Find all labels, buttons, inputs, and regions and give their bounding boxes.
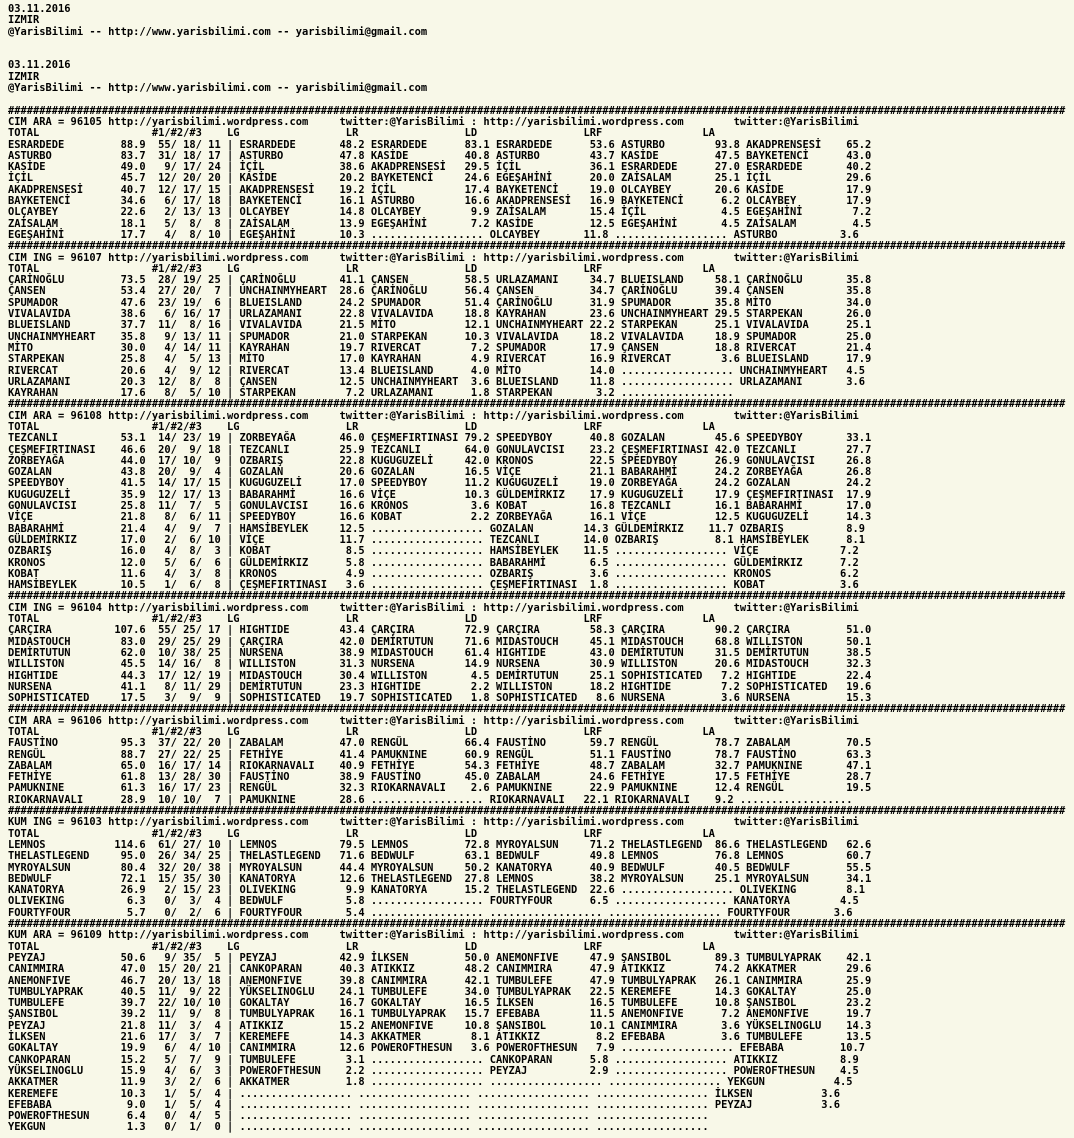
text-line: MIDASTOUCH 83.0 29/ 25/ 29 | ÇARÇIRA 42.0 DEMİRTUTUN 71.6 MIDASTOUCH 45.1 MIDASTOUCH 68.8 WILLISTON 50.1 (8, 635, 872, 648)
text-line: TOTAL #1/#2/#3 LG LR LD LRF LA (8, 827, 715, 840)
text-line: YEKGUN 1.3 0/ 1/ 0 | .................. .................. .................. .................. (8, 1121, 709, 1134)
text-line: SPEEDYBOY 41.5 14/ 17/ 15 | KUGUGUZELİ 17.0 SPEEDYBOY 11.2 KUGUGUZELİ 19.0 ZORBEYAĞA 24.2 GOZALAN 24.2 (8, 477, 872, 490)
text-line: BABARAHMİ 21.4 4/ 9/ 7 | HAMSİBEYLEK 12.5 .................. GOZALAN 14.3 GÜLDEMİRKIZ 11.7 OZBARIŞ 8.9 (8, 522, 866, 535)
text-line: GONULAVCISI 25.8 11/ 7/ 5 | GONULAVCISI 16.6 KRONOS 3.6 KOBAT 16.8 TEZCANLI 16.1 BABARAHMİ 17.0 (8, 500, 872, 513)
text-line: VIVALAVIDA 38.6 6/ 16/ 17 | URLAZAMANI 22.8 VIVALAVIDA 18.8 KAYRAHAN 23.6 UNCHAINMYHEART 29.5 STARPEKAN 26.0 (8, 308, 872, 321)
text-line: CIM ING = 96107 http://yarisbilimi.wordpress.com twitter:@YarisBilimi : http://yarisbilimi.wordpress.com twitter:@YarisBilimi (8, 251, 859, 264)
text-line: SPUMADOR 47.6 23/ 19/ 6 | BLUEISLAND 24.2 SPUMADOR 51.4 ÇARİNOĞLU 31.9 SPUMADOR 35.8 MİTO 34.0 (8, 296, 872, 309)
text-line: TOTAL #1/#2/#3 LG LR LD LRF LA (8, 262, 715, 275)
text-line: GOZALAN 43.8 20/ 9/ 4 | GOZALAN 20.6 GOZALAN 16.5 VİÇE 21.1 BABARAHMİ 24.2 ZORBEYAĞA 26.8 (8, 466, 872, 479)
text-line: TUMBULEFE 39.7 22/ 10/ 10 | GOKALTAY 16.7 GOKALTAY 16.5 İLKSEN 16.5 TUMBULEFE 10.8 ŞANSIBOL 23.2 (8, 997, 872, 1010)
text-line: İÇİL 45.7 12/ 20/ 20 | KASİDE 20.2 BAYKETENCİ 24.6 EGEŞAHİNİ 20.0 ZAİSALAM 25.1 İÇİL 29.6 (8, 172, 872, 185)
text-line: ######################################################################################################################################################################### (8, 918, 1066, 931)
text-line: ZORBEYAĞA 44.0 17/ 10/ 9 | OZBARIŞ 22.8 KUGUGUZELİ 42.0 KRONOS 22.5 SPEEDYBOY 26.9 GONULAVCISI 26.8 (8, 454, 872, 467)
text-line: TOTAL #1/#2/#3 LG LR LD LRF LA (8, 613, 715, 626)
text-line: 03.11.2016 (8, 59, 71, 72)
text-line: ######################################################################################################################################################################### (8, 805, 1066, 818)
text-line (8, 94, 1066, 105)
text-line: KASİDE 49.0 9/ 17/ 24 | İÇİL 38.6 AKADPRENSESİ 29.5 İÇİL 36.1 ESRARDEDE 27.0 ESRARDEDE 40.2 (8, 161, 872, 174)
text-line: SOPHISTICATED 17.5 3/ 9/ 9 | SOPHISTICATED 19.7 SOPHISTICATED 1.8 SOPHISTICATED 8.6 NURSENA 3.6 NURSENA 15.3 (8, 692, 872, 705)
text-line: ZAİSALAM 18.1 5/ 8/ 8 | ZAİSALAM 13.9 EGEŞAHİNİ 7.2 KASİDE 12.5 EGEŞAHİNİ 4.5 ZAİSALAM 4.5 (8, 217, 872, 230)
text-line: OLIVEKING 6.3 0/ 3/ 4 | BEDWULF 5.8 .................. FOURTYFOUR 6.5 .................. KANATORYA 4.5 (8, 895, 859, 908)
text-line: KAYRAHAN 17.6 8/ 5/ 10 | STARPEKAN 7.2 URLAZAMANI 1.8 STARPEKAN 3.2 .................. (8, 387, 734, 400)
text-line (8, 49, 1066, 60)
text-line: UNCHAINMYHEART 35.8 9/ 13/ 11 | SPUMADOR 21.0 STARPEKAN 10.3 VIVALAVIDA 18.2 VIVALAVIDA 18.9 SPUMADOR 25.0 (8, 330, 872, 343)
text-line: ######################################################################################################################################################################### (8, 590, 1066, 603)
text-line: STARPEKAN 25.8 4/ 5/ 13 | MİTO 17.0 KAYRAHAN 4.9 RIVERCAT 16.9 RIVERCAT 3.6 BLUEISLAND 17.9 (8, 353, 872, 366)
text-line: IZMIR (8, 14, 40, 27)
text-line: TOTAL #1/#2/#3 LG LR LD LRF LA (8, 127, 715, 140)
text-line: KUM ARA = 96109 http://yarisbilimi.wordpress.com twitter:@YarisBilimi : http://yarisbilimi.wordpress.com twitter:@YarisBilimi (8, 929, 859, 942)
text-line: ESRARDEDE 88.9 55/ 18/ 11 | ESRARDEDE 48.2 ESRARDEDE 83.1 ESRARDEDE 53.6 ASTURBO 93.8 AKADPRENSESİ 65.2 (8, 138, 872, 151)
text-line: ZABALAM 65.0 16/ 17/ 14 | RIOKARNAVALI 40.9 FETHİYE 54.3 FETHİYE 48.7 ZABALAM 32.7 PAMUKNINE 47.1 (8, 759, 872, 772)
text-line: TEZCANLI 53.1 14/ 23/ 19 | ZORBEYAĞA 46.0 ÇEŞMEFIRTINASI 79.2 SPEEDYBOY 40.8 GOZALAN 45.6 SPEEDYBOY 33.1 (8, 432, 872, 445)
text-line: İLKSEN 21.6 17/ 3/ 7 | KEREMEFE 14.3 AKKATMER 8.1 ATIKKIZ 8.2 EFEBABA 3.6 TUMBULEFE 13.5 (8, 1031, 872, 1044)
text-line: TOTAL #1/#2/#3 LG LR LD LRF LA (8, 940, 715, 953)
text-line: MYROYALSUN 80.4 32/ 20/ 38 | MYROYALSUN 44.4 MYROYALSUN 50.2 KANATORYA 40.9 BEDWULF 40.5 BEDWULF 55.5 (8, 861, 872, 874)
text-line: OZBARIŞ 16.0 4/ 8/ 3 | KOBAT 8.5 .................. HAMSİBEYLEK 11.5 .................. VİÇE 7.2 (8, 545, 859, 558)
text-line: ######################################################################################################################################################################### (8, 104, 1066, 117)
text-line: FAUSTİNO 95.3 37/ 22/ 20 | ZABALAM 47.0 RENGÜL 66.4 FAUSTİNO 59.7 RENGÜL 78.7 ZABALAM 70.5 (8, 737, 872, 750)
text-line: URLAZAMANI 20.3 12/ 8/ 8 | ÇANSEN 12.5 UNCHAINMYHEART 3.6 BLUEISLAND 11.8 .................. URLAZAMANI 3.6 (8, 375, 866, 388)
text-line: OLÇAYBEY 22.6 2/ 13/ 13 | OLCAYBEY 14.8 OLCAYBEY 9.9 ZAİSALAM 15.4 İÇİL 4.5 EGEŞAHİNİ 7.2 (8, 206, 872, 219)
text-line: ######################################################################################################################################################################### (8, 703, 1066, 716)
text-line: CANKOPARAN 15.2 5/ 7/ 9 | TUMBULEFE 3.1 .................. CANKOPARAN 5.8 .................. ATIKKIZ 8.9 (8, 1053, 859, 1066)
text-line: RENGÜL 88.7 27/ 22/ 25 | FETHİYE 41.4 PAMUKNINE 60.9 RENGÜL 51.1 FAUSTİNO 78.7 FAUSTİNO 63.3 (8, 748, 872, 761)
text-line: ŞANSIBOL 39.2 11/ 9/ 8 | TUMBULYAPRAK 16.1 TUMBULYAPRAK 15.7 EFEBABA 11.5 ANEMONFIVE 7.2 ANEMONFIVE 19.7 (8, 1008, 872, 1021)
text-line: CIM ARA = 96106 http://yarisbilimi.wordpress.com twitter:@YarisBilimi : http://yarisbilimi.wordpress.com twitter:@YarisBilimi (8, 714, 859, 727)
text-line: GÜLDEMİRKIZ 17.0 2/ 6/ 10 | VİÇE 11.7 .................. TEZCANLI 14.0 OZBARIŞ 8.1 HAMSİBEYLEK 8.1 (8, 533, 866, 546)
text-line: ######################################################################################################################################################################### (8, 240, 1066, 253)
text-line: 03.11.2016 (8, 3, 71, 15)
text-line: IZMIR (8, 70, 40, 83)
text-line: BEDWULF 72.1 15/ 35/ 30 | KANATORYA 12.6 THELASTLEGEND 27.8 LEMNOS 38.2 MYROYALSUN 25.1 MYROYALSUN 34.1 (8, 872, 872, 885)
text-line: BAYKETENCİ 34.6 6/ 17/ 18 | BAYKETENCİ 16.1 ASTURBO 16.6 AKADPRENSESİ 16.9 BAYKETENCİ 6.2 OLCAYBEY 17.9 (8, 195, 872, 208)
text-line: KUM ING = 96103 http://yarisbilimi.wordpress.com twitter:@YarisBilimi : http://yarisbilimi.wordpress.com twitter:@YarisBilimi (8, 816, 859, 829)
text-line: MİTO 30.0 4/ 14/ 11 | KAYRAHAN 19.7 RIVERCAT 7.2 SPUMADOR 17.9 ÇANSEN 18.8 RIVERCAT 21.4 (8, 341, 872, 354)
text-line: TOTAL #1/#2/#3 LG LR LD LRF LA (8, 420, 715, 433)
text-line: TOTAL #1/#2/#3 LG LR LD LRF LA (8, 726, 715, 738)
text-line: PEYZAJ 21.8 11/ 3/ 4 | ATIKKIZ 15.2 ANEMONFIVE 10.8 ŞANSIBOL 10.1 CANIMMIRA 3.6 YÜKSELINOGLU 14.3 (8, 1019, 872, 1032)
text-line: TUMBULYAPRAK 40.5 11/ 9/ 22 | YÜKSELINOGLU 24.1 TUMBULEFE 34.0 TUMBULYAPRAK 22.5 KEREMEFE 14.3 GOKALTAY 25.0 (8, 985, 872, 998)
text-line: CANIMMIRA 47.0 15/ 20/ 21 | CANKOPARAN 40.3 ATIKKIZ 48.2 CANIMMIRA 47.9 ATIKKIZ 74.2 AKKATMER 29.6 (8, 963, 872, 976)
text-line: POWEROFTHESUN 6.4 0/ 4/ 5 | .................. .................. .................. .................. (8, 1110, 709, 1123)
text-line: ASTURBO 83.7 31/ 18/ 17 | ASTURBO 47.8 KASİDE 40.8 ASTURBO 43.7 KASİDE 47.5 BAYKETENCİ 43.0 (8, 149, 872, 162)
text-line: KEREMEFE 10.3 1/ 5/ 4 | .................. .................. .................. .................. İLKSEN 3.6 (8, 1087, 841, 1100)
text-line: ÇARÇIRA 107.6 55/ 25/ 17 | HIGHTIDE 43.4 ÇARÇIRA 72.9 ÇARÇIRA 58.3 ÇARÇIRA 90.2 ÇARÇIRA 51.0 (8, 624, 872, 637)
text-line: NURSENA 41.1 8/ 11/ 29 | DEMİRTUTUN 23.3 HIGHTIDE 2.2 WILLISTON 18.2 HIGHTIDE 7.2 SOPHISTICATED 19.6 (8, 680, 872, 693)
text-line: DEMİRTUTUN 62.0 10/ 38/ 25 | NURSENA 38.9 MIDASTOUCH 61.4 HIGHTIDE 43.0 DEMİRTUTUN 31.5 DEMİRTUTUN 38.5 (8, 646, 872, 659)
text-line: CIM ING = 96104 http://yarisbilimi.wordpress.com twitter:@YarisBilimi : http://yarisbilimi.wordpress.com twitter:@YarisBilimi (8, 601, 859, 614)
text-line: ÇANSEN 53.4 27/ 20/ 7 | UNCHAINMYHEART 28.6 ÇARİNOĞLU 56.4 ÇANSEN 34.7 ÇARİNOĞLU 39.4 ÇANSEN 35.8 (8, 285, 872, 298)
text-line: RIVERCAT 20.6 4/ 9/ 12 | RIVERCAT 13.4 BLUEISLAND 4.0 MİTO 14.0 .................. UNCHAINMYHEART 4.5 (8, 364, 866, 377)
text-line: GOKALTAY 19.9 6/ 4/ 10 | CANIMMIRA 12.6 POWEROFTHESUN 3.6 POWEROFTHESUN 7.9 .................. EFEBABA 10.7 (8, 1042, 866, 1055)
text-line: EFEBABA 9.0 1/ 5/ 4 | .................. .................. .................. .................. PEYZAJ 3.6 (8, 1098, 841, 1111)
text-line: THELASTLEGEND 95.0 26/ 34/ 25 | THELASTLEGEND 71.6 BEDWULF 63.1 BEDWULF 49.8 LEMNOS 76.8 LEMNOS 60.7 (8, 850, 872, 863)
text-line: CIM ARA = 96105 http://yarisbilimi.wordpress.com twitter:@YarisBilimi : http://yarisbilimi.wordpress.com twitter:@YarisBilimi (8, 115, 859, 128)
text-line: ANEMONFIVE 46.7 20/ 13/ 18 | ANEMONFIVE 39.8 CANIMMIRA 42.1 TUMBULEFE 47.9 TUMBULYAPRAK 26.1 CANIMMIRA 25.9 (8, 974, 872, 987)
text-line: KUGUGUZELİ 35.9 12/ 17/ 13 | BABARAHMİ 16.6 VİÇE 10.3 GÜLDEMİRKIZ 17.9 KUGUGUZELİ 17.9 ÇEŞMEFIRTINASI 17.9 (8, 488, 872, 501)
text-line: HIGHTIDE 44.3 17/ 12/ 19 | MIDASTOUCH 30.4 WILLISTON 4.5 DEMİRTUTUN 25.1 SOPHISTICATED 7.2 HIGHTIDE 22.4 (8, 669, 872, 682)
text-line: YÜKSELINOGLU 15.9 4/ 6/ 3 | POWEROFTHESUN 2.2 .................. PEYZAJ 2.9 .................. POWEROFTHESUN 4.5 (8, 1064, 859, 1077)
text-line: FETHİYE 61.8 13/ 28/ 30 | FAUSTİNO 38.9 FAUSTİNO 45.0 ZABALAM 24.6 FETHİYE 17.5 FETHİYE 28.7 (8, 771, 872, 784)
text-line: WILLISTON 45.5 14/ 16/ 8 | WILLISTON 31.3 NURSENA 14.9 NURSENA 30.9 WILLISTON 20.6 MIDASTOUCH 32.3 (8, 658, 872, 671)
text-line: RIOKARNAVALI 28.9 10/ 10/ 7 | PAMUKNINE 28.6 .................. RIOKARNAVALI 22.1 RIOKARNAVALI 9.2 .................. (8, 793, 853, 806)
text-line: LEMNOS 114.6 61/ 27/ 10 | LEMNOS 79.5 LEMNOS 72.8 MYROYALSUN 71.2 THELASTLEGEND 86.6 THELASTLEGEND 62.6 (8, 838, 872, 851)
text-line: CIM ARA = 96108 http://yarisbilimi.wordpress.com twitter:@YarisBilimi : http://yarisbilimi.wordpress.com twitter:@YarisBilimi (8, 409, 859, 422)
text-line: BLUEISLAND 37.7 11/ 8/ 16 | VIVALAVIDA 21.5 MİTO 12.1 UNCHAINMYHEART 22.2 STARPEKAN 25.1 VIVALAVIDA 25.1 (8, 319, 872, 332)
text-line: PAMUKNINE 61.3 16/ 17/ 23 | RENGÜL 32.3 RIOKARNAVALI 2.6 PAMUKNINE 22.9 PAMUKNINE 12.4 RENGÜL 19.5 (8, 782, 872, 795)
text-line: AKADPRENSESİ 40.7 12/ 17/ 15 | AKADPRENSESİ 19.2 İÇİL 17.4 BAYKETENCİ 19.0 OLCAYBEY 20.6 KASİDE 17.9 (8, 183, 872, 196)
text-line: KOBAT 11.6 4/ 3/ 8 | KRONOS 4.9 .................. OZBARIŞ 3.6 .................. KRONOS 6.2 (8, 567, 859, 580)
text-line: FOURTYFOUR 5.7 0/ 2/ 6 | FOURTYFOUR 5.4 .................. .................. .................. FOURTYFOUR 3.6 (8, 906, 853, 919)
text-line (8, 38, 1066, 49)
text-line: PEYZAJ 50.6 9/ 35/ 5 | PEYZAJ 42.9 İLKSEN 50.0 ANEMONFIVE 47.9 ŞANSIBOL 89.3 TUMBULYAPRAK 42.1 (8, 951, 872, 964)
text-line: @YarisBilimi -- http://www.yarisbilimi.com -- yarisbilimi@gmail.com (8, 82, 428, 95)
text-line: ######################################################################################################################################################################### (8, 398, 1066, 411)
text-line: KANATORYA 26.9 2/ 15/ 23 | OLIVEKING 9.9 KANATORYA 15.2 THELASTLEGEND 22.6 .................. OLIVEKING 8.1 (8, 884, 866, 897)
text-line: KRONOS 12.0 5/ 6/ 6 | GÜLDEMİRKIZ 5.8 .................. BABARAHMİ 6.5 .................. GÜLDEMİRKIZ 7.2 (8, 556, 859, 569)
text-line: AKKATMER 11.9 3/ 2/ 6 | AKKATMER 1.8 .................. .................. .................. YEKGUN 4.5 (8, 1076, 853, 1089)
text-line: HAMSİBEYLEK 10.5 1/ 6/ 8 | ÇEŞMEFIRTINASI 3.6 .................. ÇEŞMEFIRTINASI 1.8 .................. KOBAT 3.6 (8, 579, 859, 592)
text-line: ÇARİNOĞLU 73.5 28/ 19/ 25 | ÇARİNOĞLU 41.1 ÇANSEN 58.5 URLAZAMANI 34.7 BLUEISLAND 58.1 ÇARİNOĞLU 35.8 (8, 274, 872, 287)
text-line: @YarisBilimi -- http://www.yarisbilimi.com -- yarisbilimi@gmail.com (8, 25, 428, 38)
text-line: ÇEŞMEFIRTINASI 46.6 20/ 9/ 18 | TEZCANLI 25.9 TEZCANLI 64.0 GONULAVCISI 23.2 ÇEŞMEFIRTINASI 42.0 TEZCANLI 27.7 (8, 443, 872, 456)
text-line: EGEŞAHİNİ 17.7 4/ 8/ 10 | EGEŞAHİNİ 10.3 .................. OLCAYBEY 11.8 .................. ASTURBO 3.6 (8, 228, 859, 241)
text-line: VİÇE 21.8 8/ 6/ 11 | SPEEDYBOY 16.6 KOBAT 2.2 ZORBEYAĞA 16.1 VİÇE 12.5 KUGUGUZELİ 14.3 (8, 511, 872, 524)
